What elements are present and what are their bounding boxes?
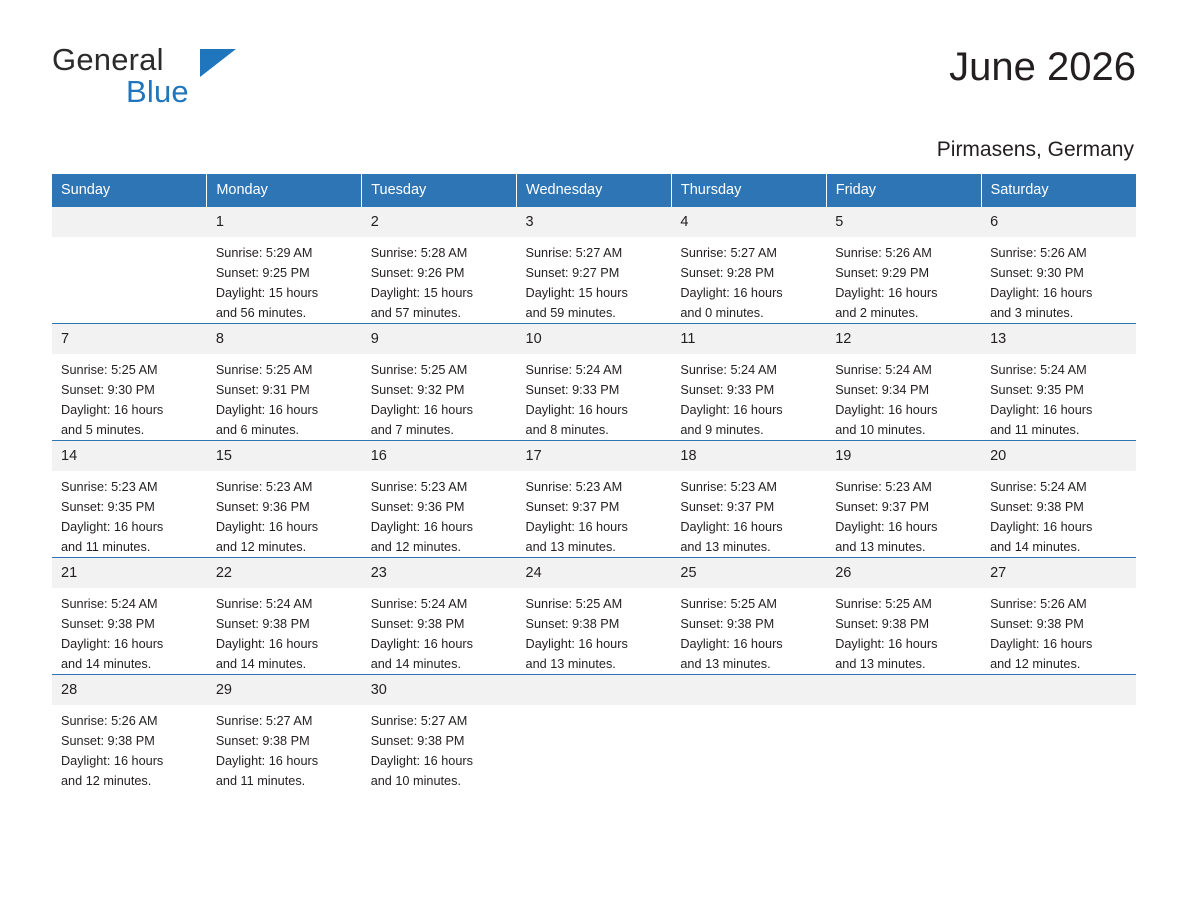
daylight-text-line2: and 11 minutes. xyxy=(990,423,1080,437)
sunset-text: Sunset: 9:25 PM xyxy=(215,266,310,280)
daylight-text-line2: and 12 minutes. xyxy=(370,540,461,554)
daylight-text-line2: and 13 minutes. xyxy=(680,657,771,671)
daylight-text-line1: Daylight: 16 hours xyxy=(990,520,1093,534)
daylight-text-line2: and 2 minutes. xyxy=(835,306,919,320)
calendar-week-row xyxy=(52,207,1136,324)
sunset-text: Sunset: 9:30 PM xyxy=(61,383,155,397)
sunrise-text: Sunrise: 5:24 AM xyxy=(525,363,623,377)
day-details xyxy=(671,354,826,440)
daylight-text-line1: Daylight: 16 hours xyxy=(61,637,164,651)
sunrise-text: Sunrise: 5:26 AM xyxy=(61,714,158,728)
calendar-day-cell[interactable] xyxy=(362,207,517,324)
day-number: 26 xyxy=(826,558,981,588)
sunset-text: Sunset: 9:35 PM xyxy=(990,383,1084,397)
sunset-text: Sunset: 9:37 PM xyxy=(525,500,620,514)
day-number: 28 xyxy=(52,675,207,705)
sunrise-text: Sunrise: 5:23 AM xyxy=(680,480,777,494)
sunset-text: Sunset: 9:38 PM xyxy=(370,734,465,748)
calendar-day-cell[interactable] xyxy=(52,441,207,558)
sunset-text: Sunset: 9:32 PM xyxy=(370,383,465,397)
calendar-day-cell[interactable] xyxy=(981,558,1136,675)
day-number: 8 xyxy=(207,324,362,354)
calendar-day-cell[interactable] xyxy=(981,207,1136,324)
day-number: 15 xyxy=(207,441,362,471)
page-title: June 2026 xyxy=(949,45,1136,89)
day-number: 23 xyxy=(362,558,517,588)
sunrise-text: Sunrise: 5:27 AM xyxy=(525,246,623,260)
sunrise-text: Sunrise: 5:23 AM xyxy=(215,480,313,494)
sunrise-text: Sunrise: 5:25 AM xyxy=(525,597,623,611)
daylight-text-line1: Daylight: 16 hours xyxy=(835,403,938,417)
sunset-text: Sunset: 9:38 PM xyxy=(525,617,620,631)
sunset-text: Sunset: 9:38 PM xyxy=(990,500,1084,514)
brand-name-general: General xyxy=(52,42,164,77)
day-details xyxy=(362,471,517,557)
weekday-header-wednesday: Wednesday xyxy=(517,174,672,207)
day-details xyxy=(207,471,362,557)
day-number: 21 xyxy=(52,558,207,588)
daylight-text-line2: and 8 minutes. xyxy=(525,423,609,437)
sunrise-text: Sunrise: 5:28 AM xyxy=(370,246,468,260)
day-number: 12 xyxy=(826,324,981,354)
daylight-text-line2: and 56 minutes. xyxy=(215,306,307,320)
sunset-text: Sunset: 9:29 PM xyxy=(835,266,930,280)
calendar-day-cell[interactable] xyxy=(52,207,207,324)
sunset-text: Sunset: 9:38 PM xyxy=(370,617,465,631)
daylight-text-line1: Daylight: 16 hours xyxy=(990,637,1093,651)
sunset-text: Sunset: 9:38 PM xyxy=(990,617,1084,631)
sunset-text: Sunset: 9:33 PM xyxy=(525,383,620,397)
day-details xyxy=(52,705,207,791)
day-details xyxy=(671,471,826,557)
daylight-text-line2: and 57 minutes. xyxy=(370,306,461,320)
day-details xyxy=(981,354,1136,440)
day-number: 2 xyxy=(362,207,517,237)
day-details xyxy=(52,588,207,674)
calendar-header-row xyxy=(52,174,1136,207)
calendar-day-cell[interactable] xyxy=(517,441,672,558)
sunrise-text: Sunrise: 5:24 AM xyxy=(990,480,1087,494)
daylight-text-line1: Daylight: 16 hours xyxy=(61,520,164,534)
calendar-day-cell[interactable] xyxy=(52,675,207,792)
day-details xyxy=(52,354,207,440)
sunset-text: Sunset: 9:37 PM xyxy=(835,500,930,514)
day-number: 14 xyxy=(52,441,207,471)
brand-name-blue: Blue xyxy=(126,74,189,109)
triangle-logo-icon xyxy=(200,49,236,77)
day-number: 3 xyxy=(517,207,672,237)
sunrise-text: Sunrise: 5:24 AM xyxy=(680,363,777,377)
daylight-text-line2: and 59 minutes. xyxy=(525,306,616,320)
calendar-day-cell[interactable] xyxy=(671,324,826,441)
calendar-day-cell-empty xyxy=(981,675,1136,792)
calendar-day-cell-empty xyxy=(671,675,826,792)
calendar-day-cell[interactable] xyxy=(362,441,517,558)
day-details xyxy=(826,471,981,557)
calendar-body xyxy=(52,207,1136,792)
day-number xyxy=(671,675,826,705)
day-number: 19 xyxy=(826,441,981,471)
day-number xyxy=(826,675,981,705)
weekday-header-sunday: Sunday xyxy=(52,174,207,207)
daylight-text-line1: Daylight: 15 hours xyxy=(370,286,473,300)
daylight-text-line2: and 14 minutes. xyxy=(990,540,1081,554)
calendar-day-cell[interactable] xyxy=(517,207,672,324)
sunrise-text: Sunrise: 5:24 AM xyxy=(990,363,1087,377)
daylight-text-line2: and 0 minutes. xyxy=(680,306,764,320)
calendar-day-cell[interactable] xyxy=(207,558,362,675)
title-block xyxy=(949,44,1136,88)
day-number: 9 xyxy=(362,324,517,354)
daylight-text-line1: Daylight: 16 hours xyxy=(990,403,1093,417)
day-details xyxy=(362,354,517,440)
daylight-text-line2: and 12 minutes. xyxy=(215,540,307,554)
day-number: 5 xyxy=(826,207,981,237)
sunset-text: Sunset: 9:35 PM xyxy=(61,500,155,514)
day-number xyxy=(52,207,207,237)
day-details xyxy=(826,237,981,323)
sunrise-text: Sunrise: 5:24 AM xyxy=(61,597,158,611)
day-number: 7 xyxy=(52,324,207,354)
sunrise-text: Sunrise: 5:23 AM xyxy=(370,480,468,494)
calendar-day-cell[interactable] xyxy=(981,441,1136,558)
daylight-text-line2: and 6 minutes. xyxy=(215,423,300,437)
page-header xyxy=(52,0,1136,122)
calendar-day-cell[interactable] xyxy=(207,324,362,441)
sunrise-text: Sunrise: 5:25 AM xyxy=(61,363,158,377)
sunrise-text: Sunrise: 5:23 AM xyxy=(61,480,158,494)
calendar-day-cell-empty xyxy=(517,675,672,792)
weekday-header-saturday: Saturday xyxy=(981,174,1136,207)
day-details xyxy=(826,354,981,440)
daylight-text-line2: and 7 minutes. xyxy=(370,423,454,437)
sunrise-text: Sunrise: 5:26 AM xyxy=(990,597,1087,611)
calendar-day-cell[interactable] xyxy=(362,324,517,441)
calendar-day-cell[interactable] xyxy=(671,558,826,675)
day-details xyxy=(981,471,1136,557)
sunset-text: Sunset: 9:26 PM xyxy=(370,266,465,280)
day-details xyxy=(981,588,1136,674)
day-details xyxy=(362,705,517,791)
calendar-day-cell[interactable] xyxy=(362,558,517,675)
sunset-text: Sunset: 9:38 PM xyxy=(215,734,310,748)
daylight-text-line1: Daylight: 16 hours xyxy=(680,637,783,651)
day-details xyxy=(517,588,672,674)
day-number: 24 xyxy=(517,558,672,588)
daylight-text-line2: and 13 minutes. xyxy=(835,657,926,671)
daylight-text-line1: Daylight: 16 hours xyxy=(525,520,628,534)
day-number: 1 xyxy=(207,207,362,237)
day-details xyxy=(52,237,207,243)
day-number: 17 xyxy=(517,441,672,471)
sunset-text: Sunset: 9:36 PM xyxy=(370,500,465,514)
calendar-day-cell[interactable] xyxy=(517,558,672,675)
sunrise-text: Sunrise: 5:25 AM xyxy=(835,597,932,611)
daylight-text-line2: and 10 minutes. xyxy=(370,774,461,788)
daylight-text-line1: Daylight: 16 hours xyxy=(835,286,938,300)
sunset-text: Sunset: 9:34 PM xyxy=(835,383,930,397)
day-number: 27 xyxy=(981,558,1136,588)
day-number: 11 xyxy=(671,324,826,354)
daylight-text-line2: and 12 minutes. xyxy=(990,657,1081,671)
calendar-day-cell[interactable] xyxy=(671,441,826,558)
calendar-day-cell[interactable] xyxy=(826,324,981,441)
calendar-day-cell[interactable] xyxy=(207,441,362,558)
sunrise-text: Sunrise: 5:29 AM xyxy=(215,246,313,260)
day-details xyxy=(671,588,826,674)
daylight-text-line2: and 13 minutes. xyxy=(525,540,616,554)
sunrise-text: Sunrise: 5:24 AM xyxy=(215,597,313,611)
day-details xyxy=(207,588,362,674)
sunrise-text: Sunrise: 5:25 AM xyxy=(215,363,313,377)
day-details xyxy=(826,588,981,674)
day-number: 13 xyxy=(981,324,1136,354)
calendar-day-cell[interactable] xyxy=(362,675,517,792)
daylight-text-line1: Daylight: 16 hours xyxy=(61,403,164,417)
calendar-day-cell[interactable] xyxy=(517,324,672,441)
sunset-text: Sunset: 9:36 PM xyxy=(215,500,310,514)
sunrise-text: Sunrise: 5:27 AM xyxy=(370,714,468,728)
day-details xyxy=(981,237,1136,323)
daylight-text-line1: Daylight: 16 hours xyxy=(370,403,473,417)
day-number: 30 xyxy=(362,675,517,705)
day-number xyxy=(517,675,672,705)
day-number: 16 xyxy=(362,441,517,471)
day-details xyxy=(207,354,362,440)
weekday-header-monday: Monday xyxy=(207,174,362,207)
calendar-day-cell[interactable] xyxy=(207,675,362,792)
sunrise-text: Sunrise: 5:26 AM xyxy=(990,246,1087,260)
sunset-text: Sunset: 9:38 PM xyxy=(835,617,930,631)
day-details xyxy=(52,471,207,557)
sunrise-text: Sunrise: 5:23 AM xyxy=(525,480,623,494)
sunset-text: Sunset: 9:37 PM xyxy=(680,500,775,514)
sunset-text: Sunset: 9:38 PM xyxy=(61,734,155,748)
day-details xyxy=(517,471,672,557)
daylight-text-line2: and 11 minutes. xyxy=(215,774,306,788)
calendar-day-cell[interactable] xyxy=(826,441,981,558)
calendar-day-cell[interactable] xyxy=(52,558,207,675)
daylight-text-line2: and 3 minutes. xyxy=(990,306,1074,320)
calendar-day-cell[interactable] xyxy=(52,324,207,441)
daylight-text-line2: and 12 minutes. xyxy=(61,774,152,788)
sunset-text: Sunset: 9:33 PM xyxy=(680,383,775,397)
daylight-text-line1: Daylight: 15 hours xyxy=(215,286,319,300)
daylight-text-line1: Daylight: 16 hours xyxy=(370,520,473,534)
daylight-text-line1: Daylight: 16 hours xyxy=(61,754,164,768)
daylight-text-line1: Daylight: 16 hours xyxy=(680,403,783,417)
calendar-day-cell[interactable] xyxy=(207,207,362,324)
sunrise-text: Sunrise: 5:23 AM xyxy=(835,480,932,494)
location-subtitle: Pirmasens, Germany xyxy=(936,138,1134,161)
calendar-week-row xyxy=(52,675,1136,792)
daylight-text-line2: and 5 minutes. xyxy=(61,423,145,437)
sunrise-text: Sunrise: 5:27 AM xyxy=(215,714,313,728)
sunset-text: Sunset: 9:30 PM xyxy=(990,266,1084,280)
daylight-text-line1: Daylight: 16 hours xyxy=(370,754,473,768)
sunset-text: Sunset: 9:38 PM xyxy=(680,617,775,631)
daylight-text-line1: Daylight: 16 hours xyxy=(680,286,783,300)
day-number xyxy=(981,675,1136,705)
daylight-text-line2: and 13 minutes. xyxy=(835,540,926,554)
daylight-text-line2: and 11 minutes. xyxy=(61,540,151,554)
calendar-table xyxy=(52,174,1136,791)
daylight-text-line2: and 10 minutes. xyxy=(835,423,926,437)
day-number: 4 xyxy=(671,207,826,237)
day-details xyxy=(207,705,362,791)
daylight-text-line1: Daylight: 16 hours xyxy=(680,520,783,534)
brand-logo[interactable] xyxy=(52,44,262,107)
daylight-text-line1: Daylight: 16 hours xyxy=(215,520,319,534)
calendar-week-row xyxy=(52,324,1136,441)
weekday-header-thursday: Thursday xyxy=(671,174,826,207)
day-details xyxy=(671,237,826,323)
daylight-text-line1: Daylight: 15 hours xyxy=(525,286,628,300)
day-number: 20 xyxy=(981,441,1136,471)
sunrise-text: Sunrise: 5:27 AM xyxy=(680,246,777,260)
daylight-text-line1: Daylight: 16 hours xyxy=(835,637,938,651)
calendar-day-cell[interactable] xyxy=(671,207,826,324)
daylight-text-line2: and 14 minutes. xyxy=(370,657,461,671)
daylight-text-line1: Daylight: 16 hours xyxy=(835,520,938,534)
day-number: 10 xyxy=(517,324,672,354)
sunrise-text: Sunrise: 5:25 AM xyxy=(680,597,777,611)
day-details xyxy=(362,588,517,674)
sunset-text: Sunset: 9:27 PM xyxy=(525,266,620,280)
daylight-text-line1: Daylight: 16 hours xyxy=(370,637,473,651)
day-number: 29 xyxy=(207,675,362,705)
sunrise-text: Sunrise: 5:26 AM xyxy=(835,246,932,260)
weekday-header-tuesday: Tuesday xyxy=(362,174,517,207)
day-details xyxy=(517,237,672,323)
daylight-text-line1: Daylight: 16 hours xyxy=(215,754,319,768)
sunrise-text: Sunrise: 5:25 AM xyxy=(370,363,468,377)
sunset-text: Sunset: 9:38 PM xyxy=(61,617,155,631)
day-number: 25 xyxy=(671,558,826,588)
day-number: 22 xyxy=(207,558,362,588)
daylight-text-line1: Daylight: 16 hours xyxy=(215,403,319,417)
day-details xyxy=(207,237,362,323)
daylight-text-line2: and 13 minutes. xyxy=(525,657,616,671)
sunset-text: Sunset: 9:28 PM xyxy=(680,266,775,280)
daylight-text-line1: Daylight: 16 hours xyxy=(525,637,628,651)
sunset-text: Sunset: 9:38 PM xyxy=(215,617,310,631)
day-number: 18 xyxy=(671,441,826,471)
weekday-header-friday: Friday xyxy=(826,174,981,207)
sunrise-text: Sunrise: 5:24 AM xyxy=(370,597,468,611)
calendar-week-row xyxy=(52,558,1136,675)
daylight-text-line2: and 14 minutes. xyxy=(215,657,307,671)
calendar-day-cell[interactable] xyxy=(981,324,1136,441)
day-details xyxy=(517,354,672,440)
calendar-week-row xyxy=(52,441,1136,558)
daylight-text-line2: and 9 minutes. xyxy=(680,423,764,437)
sunset-text: Sunset: 9:31 PM xyxy=(215,383,310,397)
day-details xyxy=(362,237,517,323)
calendar-day-cell[interactable] xyxy=(826,558,981,675)
daylight-text-line2: and 14 minutes. xyxy=(61,657,152,671)
calendar-day-cell[interactable] xyxy=(826,207,981,324)
daylight-text-line2: and 13 minutes. xyxy=(680,540,771,554)
daylight-text-line1: Daylight: 16 hours xyxy=(525,403,628,417)
daylight-text-line1: Daylight: 16 hours xyxy=(990,286,1093,300)
calendar-day-cell-empty xyxy=(826,675,981,792)
day-number: 6 xyxy=(981,207,1136,237)
sunrise-text: Sunrise: 5:24 AM xyxy=(835,363,932,377)
daylight-text-line1: Daylight: 16 hours xyxy=(215,637,319,651)
